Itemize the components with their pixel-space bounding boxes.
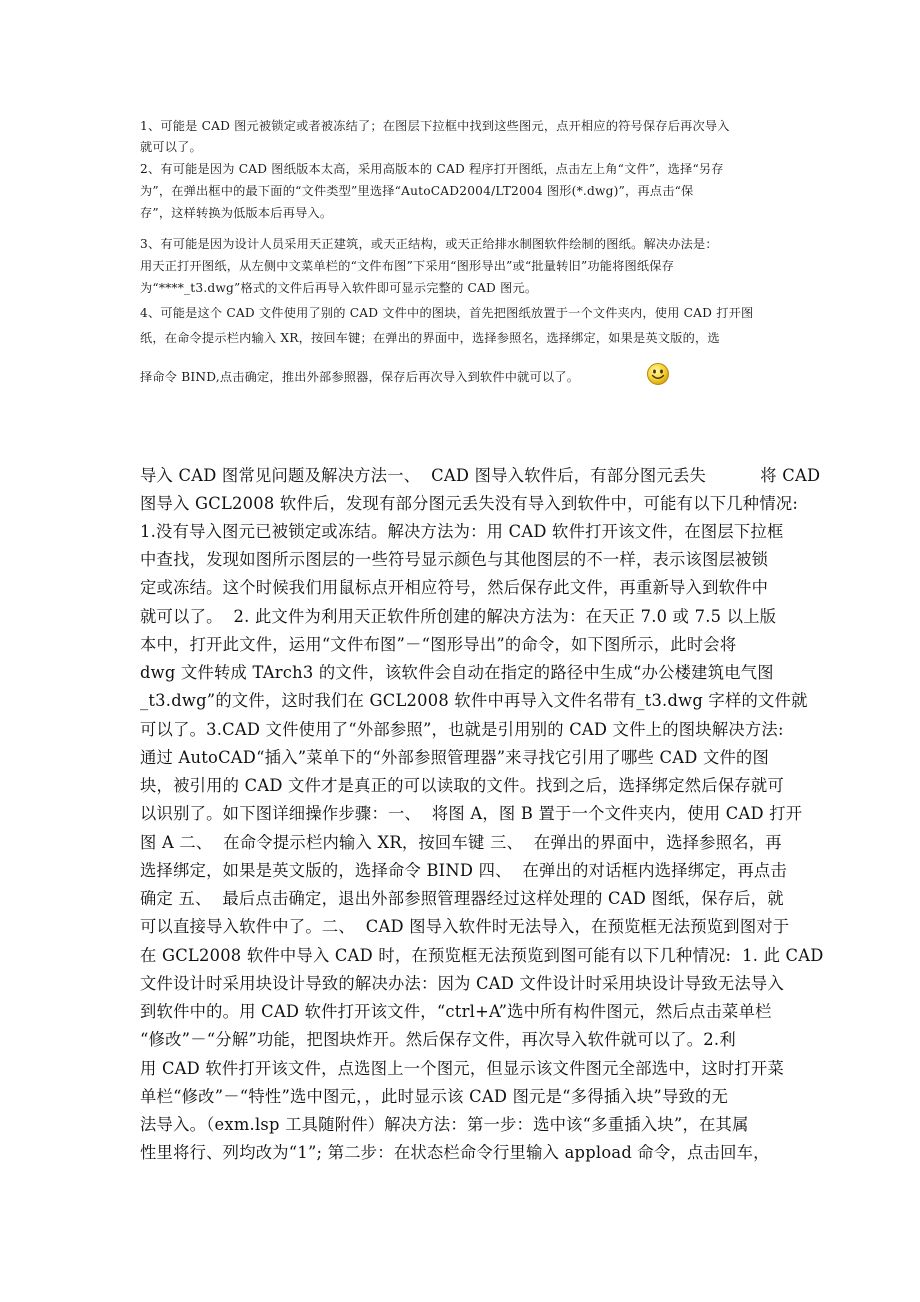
article-line: dwg 文件转成 TArch3 的文件，该软件会自动在指定的路径中生成“办公楼建筑电气图 — [140, 663, 774, 682]
notes-line: 3、有可能是因为设计人员采用天正建筑，或天正结构，或天正给排水制图软件绘制的图纸。解决办法是： — [140, 237, 718, 251]
article-line: 用 CAD 软件打开该文件，点选图上一个图元，但显示该文件图元全部选中，这时打开菜 — [140, 1059, 784, 1078]
article-line: 确定 五、 最后点击确定，退出外部参照管理器经过这样处理的 CAD 图纸，保存后，就 — [140, 889, 784, 908]
article-line: 可以直接导入软件中了。二、 CAD 图导入软件时无法导入，在预览框无法预览到图对于 — [140, 917, 790, 936]
article-line: 图导入 GCL2008 软件后，发现有部分图元丢失没有导入到软件中，可能有以下几种情况: — [140, 494, 799, 513]
article-line: 定或冻结。这个时候我们用鼠标点开相应符号，然后保存此文件，再重新导入到软件中 — [140, 578, 769, 597]
article-line: 就可以了。 2. 此文件为利用天正软件所创建的解决方法为：在天正 7.0 或 7.5 以上版 — [140, 607, 777, 626]
article-line: 本中，打开此文件，运用“文件布图”－“图形导出”的命令，如下图所示，此时会将 — [140, 635, 737, 654]
article-line: 中查找，发现如图所示图层的一些符号显示颜色与其他图层的不一样，表示该图层被锁 — [140, 550, 769, 569]
article-line: 图 A 二、 在命令提示栏内输入 XR，按回车键 三、 在弹出的界面中，选择参照名，再 — [140, 833, 782, 852]
notes-line: 就可以了。 — [140, 140, 202, 154]
article-line: 以识别了。如下图详细操作步骤：一、 将图 A，图 B 置于一个文件夹内，使用 CAD 打开 — [140, 804, 803, 823]
article-line: 单栏“修改”－“特性”选中图元，，此时显示该 CAD 图元是“多得插入块”导致的无 — [140, 1087, 729, 1106]
smiley-face-icon — [646, 362, 670, 386]
notes-line: 2、有可能是因为 CAD 图纸版本太高，采用高版本的 CAD 程序打开图纸，点击左上角“文件”，选择“另存 — [140, 162, 724, 176]
article-line: 在 GCL2008 软件中导入 CAD 时，在预览框无法预览到图可能有以下几种情况: 1. 此 CAD — [140, 946, 824, 965]
article-line: 1.没有导入图元已被锁定或冻结。解决方法为：用 CAD 软件打开该文件，在图层下拉框 — [140, 522, 784, 541]
article-line: 法导入。（exm.lsp 工具随附件）解决方法：第一步：选中该“多重插入块”，在其属 — [140, 1115, 749, 1134]
article-line: _t3.dwg”的文件，这时我们在 GCL2008 软件中再导入文件名带有_t3.dwg 字样的文件就 — [140, 691, 808, 710]
notes-line: 为“****_t3.dwg”格式的文件后再导入软件即可显示完整的 CAD 图元。 — [140, 281, 538, 295]
article-line: 可以了。3.CAD 文件使用了“外部参照”，也就是引用别的 CAD 文件上的图块解决方法: — [140, 720, 784, 739]
article-line: 块，被引用的 CAD 文件才是真正的可以读取的文件。找到之后，选择绑定然后保存就可 — [140, 776, 784, 795]
article-line: 导入 CAD 图常见问题及解决方法一、 CAD 图导入软件后，有部分图元丢失 将 CAD — [140, 466, 821, 485]
article-line: 通过 AutoCAD“插入”菜单下的“外部参照管理器”来寻找它引用了哪些 CAD 文件的图 — [140, 748, 770, 767]
article-line: 到软件中的。用 CAD 软件打开该文件，“ctrl+A”选中所有构件图元，然后点击菜单栏 — [140, 1002, 772, 1021]
notes-line: 4、可能是这个 CAD 文件使用了别的 CAD 文件中的图块，首先把图纸放置于一个文件夹内，使用 CAD 打开图 — [140, 306, 754, 320]
notes-line: 存”，这样转换为低版本后再导入。 — [140, 206, 333, 220]
notes-line: 择命令 BIND,点击确定，推出外部参照器，保存后再次导入到软件中就可以了。 — [140, 370, 580, 384]
article-line: 性里将行、列均改为“1”; 第二步：在状态栏命令行里输入 appload 命令，点击回车， — [140, 1143, 770, 1162]
notes-line: 用天正打开图纸，从左侧中文菜单栏的“文件布图”下采用“图形导出”或“批量转旧”功能将图纸保存 — [140, 259, 675, 273]
notes-line: 为”，在弹出框中的最下面的“文件类型”里选择“AutoCAD2004/LT2004 图形(*.dwg)”，再点击“保 — [140, 184, 694, 198]
notes-line: 纸，在命令提示栏内输入 XR，按回车键；在弹出的界面中，选择参照名，选择绑定，如果是英文版的，选 — [140, 331, 720, 345]
article-line: 文件设计时采用块设计导致的解决办法：因为 CAD 文件设计时采用块设计导致无法导入 — [140, 974, 784, 993]
article-line: 选择绑定，如果是英文版的，选择命令 BIND 四、 在弹出的对话框内选择绑定，再点击 — [140, 861, 787, 880]
notes-line: 1、可能是 CAD 图元被锁定或者被冻结了；在图层下拉框中找到这些图元，点开相应的符号保存后再次导入 — [140, 119, 730, 133]
article-line: “修改”－“分解”功能，把图块炸开。然后保存文件，再次导入软件就可以了。2.利 — [140, 1030, 736, 1049]
